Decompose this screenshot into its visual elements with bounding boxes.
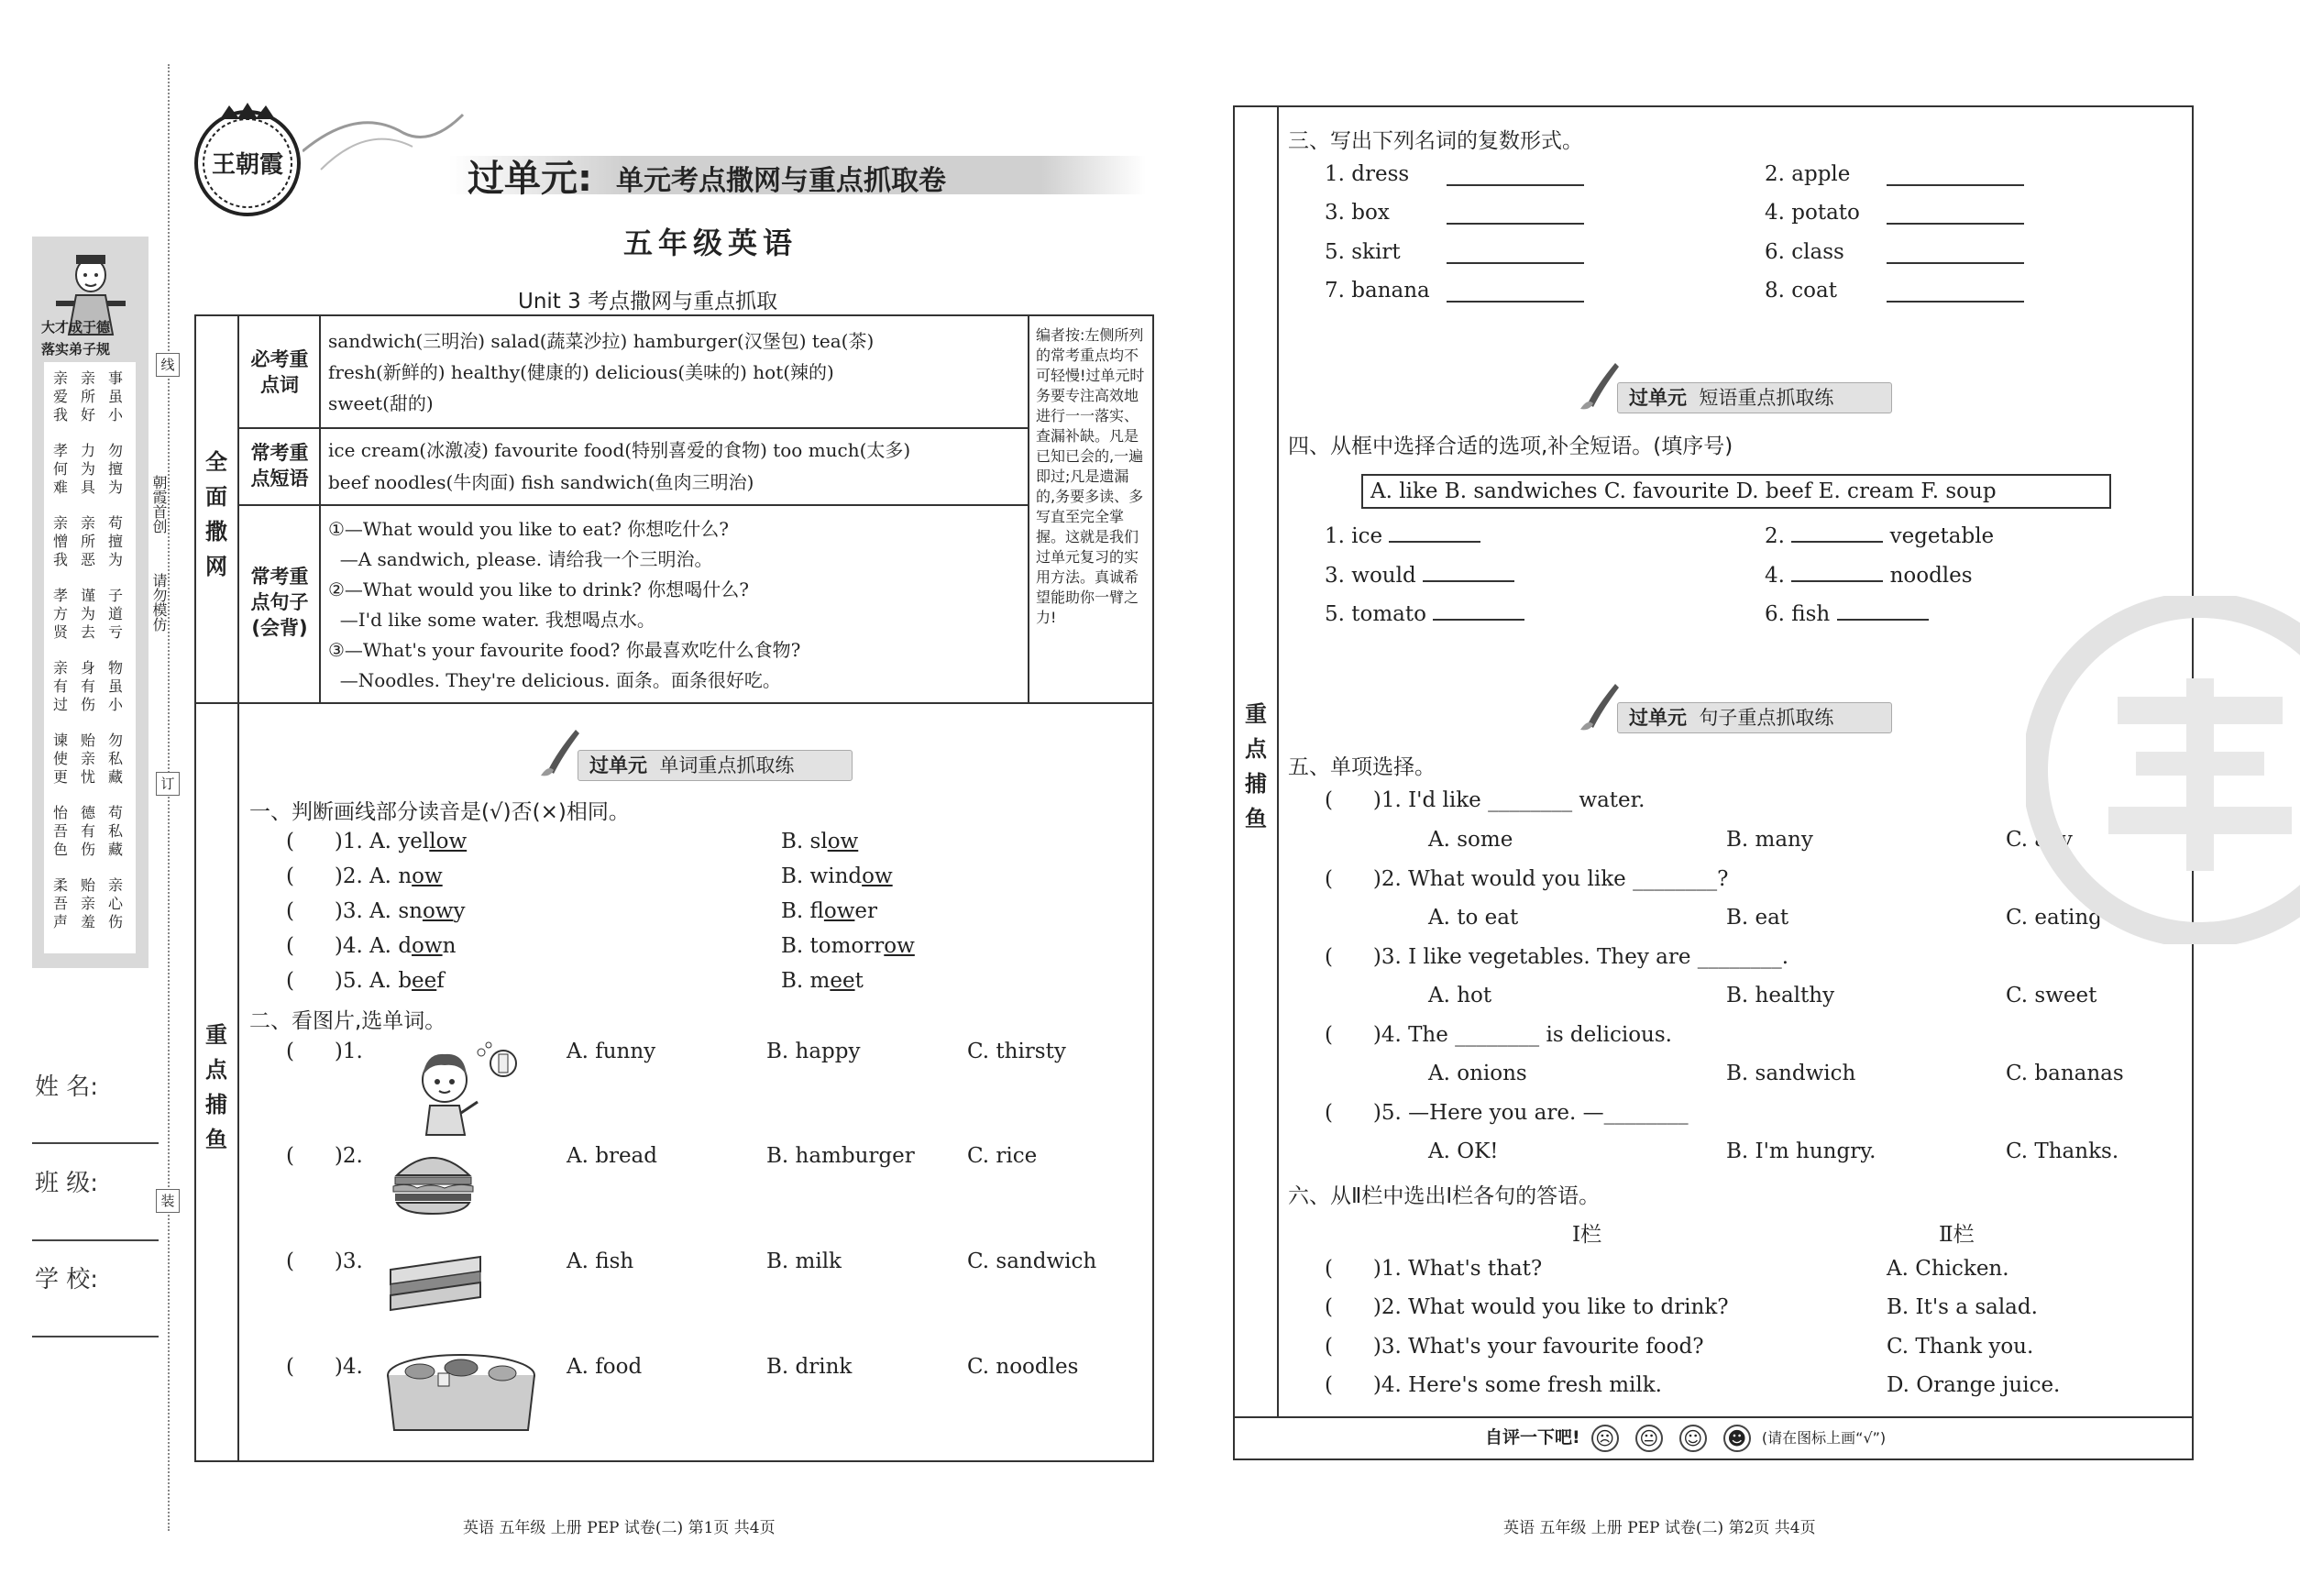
q2-row-4-c: C. noodles [967,1355,1079,1379]
q2-row-3: ( )3. [286,1249,363,1273]
q3-blank-8[interactable] [1887,282,2024,303]
q5-item-3: ( )3. I like vegetables. They are ________. [1325,945,1789,969]
dizigui-column: 子 道 亏 [107,587,123,641]
q1-row-2-b: B. window [781,864,893,888]
q6-item-4: ( )4. Here's some fresh milk. [1325,1373,1662,1397]
q3-blank-7[interactable] [1447,282,1584,303]
self-evaluation: 自评一下吧! ☹ 😐 ☺ ☻ (请在图标上画“√”) [1485,1424,1886,1452]
q5-item-1-b: B. many [1726,828,1813,852]
sad-face-icon[interactable]: ☹ [1591,1425,1619,1452]
dizigui-column: 事 虽 小 [107,369,123,424]
q2-row-3-a: A. fish [567,1249,634,1273]
q5-item-5-a: A. OK! [1428,1139,1499,1163]
motto-line-1: 大才成于德 [41,319,111,336]
row-label-words: 必考重点词 [250,348,309,396]
sandwich-picture [385,1251,486,1315]
name-line[interactable] [32,1142,159,1144]
dizigui-column: 怡 吾 色 [52,804,68,858]
laugh-face-icon[interactable]: ☻ [1723,1425,1751,1452]
section-label-quanmian: 全面撒网 [205,449,227,579]
dizigui-column: 孝 方 贤 [52,587,68,641]
dizigui-column: 谏 使 更 [52,732,68,786]
key-sentence-line-6: —Noodles. They're delicious. 面条。面条很好吃。 [328,669,781,691]
q6-col1-header: Ⅰ栏 [1572,1223,1602,1247]
brush-icon [539,724,583,777]
dizigui-column: 孝 何 难 [52,442,68,496]
q3-row-3-left: 5. skirt [1325,240,1401,264]
q5-item-2-b: B. eat [1726,906,1789,930]
dizigui-column: 力 为 具 [80,442,95,496]
q4-row-3-left: 5. tomato [1325,600,1524,626]
q5-item-2-a: A. to eat [1428,906,1519,930]
class-label: 班 级: [35,1170,99,1197]
q5-item-5-c: C. Thanks. [2006,1139,2119,1163]
row-label-sentences: 常考重点句子(会背) [250,566,309,639]
q3-row-3-right: 6. class [1765,240,1844,264]
q2-row-2-a: A. bread [567,1144,657,1168]
neutral-face-icon[interactable]: 😐 [1635,1425,1663,1452]
q5-item-1-a: A. some [1428,828,1513,852]
q4-row-1-left: 1. ice [1325,523,1480,548]
q6-col2-header: Ⅱ栏 [1939,1223,1975,1247]
key-sentence-line-5: ③—What's your favourite food? 你最喜欢吃什么食物? [328,639,801,661]
q5-item-5: ( )5. —Here you are. —________ [1325,1101,1689,1125]
q2-row-1-a: A. funny [567,1040,656,1063]
q5-item-2-c: C. eating [2006,906,2102,930]
brush-icon [1579,678,1623,732]
dizigui-column: 勿 私 藏 [107,732,123,786]
dizigui-column: 柔 吾 声 [52,876,68,930]
brush-icon [1579,358,1623,411]
q1-row-5: ( )5. A. beef [286,969,445,993]
q2-row-1-c: C. thirsty [967,1040,1066,1063]
q5-item-3-c: C. sweet [2006,984,2097,1007]
q1-row-1-b: B. slow [781,830,859,853]
q3-blank-4[interactable] [1887,204,2024,225]
q2-row-4-b: B. drink [766,1355,853,1379]
q4-row-2-right: 4. noodles [1765,564,1973,588]
sentence-practice-banner: 过单元 句子重点抓取练 [1617,702,1892,733]
ribbon-decoration [303,96,468,179]
dizigui-column: 物 虽 小 [107,659,123,713]
binding-mark-xian: 线 [156,353,180,377]
q5-item-1-c: C. any [2006,828,2073,852]
q3-blank-3[interactable] [1447,204,1584,225]
dizigui-column: 苟 擅 为 [107,514,123,568]
q2-row-4-a: A. food [567,1355,643,1379]
q3-row-1-left: 1. dress [1325,162,1410,186]
q2-title: 二、看图片,选单词。 [249,1009,446,1033]
q6-item-3: ( )3. What's your favourite food? [1325,1335,1704,1359]
q6-item-1: ( )1. What's that? [1325,1257,1543,1281]
q1-row-4: ( )4. A. down [286,934,457,958]
unit-title: Unit 3 考点撒网与重点抓取 [518,290,778,314]
footer-right: 英语 五年级 上册 PEP 试卷(二) 第2页 共4页 [1503,1519,1816,1537]
dizigui-column: 亲 所 好 [80,369,95,424]
vertical-note-1: 朝霞首创 [150,475,168,534]
q3-row-4-left: 7. banana [1325,279,1430,303]
q3-blank-2[interactable] [1887,166,2024,186]
key-phrase-line-2: beef noodles(牛肉面) fish sandwich(鱼肉三明治) [328,471,754,493]
thirsty-girl-picture [390,1036,518,1137]
q2-row-2-c: C. rice [967,1144,1038,1168]
dizigui-column: 亲 有 过 [52,659,68,713]
q5-item-3-b: B. healthy [1726,984,1835,1007]
title-sub: 单元考点撒网与重点抓取卷 [616,165,946,197]
q5-item-1: ( )1. I'd like ________ water. [1325,788,1645,812]
q1-row-3-b: B. flower [781,899,878,923]
grade-title: 五年级英语 [623,226,798,260]
binding-mark-ding: 订 [156,772,180,796]
q1-row-3: ( )3. A. snowy [286,899,466,923]
key-word-line-2: fresh(新鲜的) healthy(健康的) delicious(美味的) hot(辣的) [328,361,834,383]
dizigui-column: 勿 擅 为 [107,442,123,496]
q4-options-box: A. like B. sandwiches C. favourite D. beef E. cream F. soup [1361,474,2111,509]
dizigui-column: 亲 所 恶 [80,514,95,568]
hamburger-picture [390,1146,477,1215]
q3-row-2-left: 3. box [1325,201,1390,225]
q3-blank-1[interactable] [1447,166,1584,186]
row-label-phrases: 常考重点短语 [250,442,309,490]
key-sentence-line-1: ①—What would you like to eat? 你想吃什么? [328,518,730,540]
q3-row-1-right: 2. apple [1765,162,1851,186]
q5-item-4-b: B. sandwich [1726,1062,1856,1085]
q5-item-4: ( )4. The ________ is delicious. [1325,1023,1672,1047]
word-practice-banner: 过单元 单词重点抓取练 [578,750,853,781]
dizigui-column: 苟 私 藏 [107,804,123,858]
q4-title: 四、从框中选择合适的选项,补全短语。(填序号) [1288,435,1733,458]
wangzhaoxia-logo [179,101,316,220]
name-label: 姓 名: [35,1073,99,1101]
phrase-practice-banner: 过单元 短语重点抓取练 [1617,382,1892,413]
q6-answer-3: C. Thank you. [1887,1335,2034,1359]
key-sentence-line-4: —I'd like some water. 我想喝点水。 [328,609,655,631]
dizigui-column: 亲 憎 我 [52,514,68,568]
svg-text:王朝霞: 王朝霞 [211,151,284,179]
q1-row-4-b: B. tomorrow [781,934,915,958]
q5-item-4-a: A. onions [1428,1062,1527,1085]
title-main: 过单元: [468,158,592,200]
q5-item-4-c: C. bananas [2006,1062,2124,1085]
q5-item-2: ( )2. What would you like ________? [1325,867,1729,891]
seal-watermark [2026,596,2300,944]
q3-blank-5[interactable] [1447,244,1584,264]
dizigui-column: 亲 心 伤 [107,876,123,930]
dizigui-column: 贻 亲 忧 [80,732,95,786]
key-sentence-line-2: —A sandwich, please. 请给我一个三明治。 [328,548,713,570]
q2-row-2: ( )2. [286,1144,363,1168]
dizigui-column: 身 有 伤 [80,659,95,713]
q3-title: 三、写出下列名词的复数形式。 [1288,129,1583,153]
q2-row-4: ( )4. [286,1355,363,1379]
class-line[interactable] [32,1239,159,1241]
footer-left: 英语 五年级 上册 PEP 试卷(二) 第1页 共4页 [463,1519,776,1537]
editor-note: 编者按:左侧所列的常考重点均不可轻慢!过单元时务要专注高效地进行一一落实、查漏补缺。凡是已知已会的,一遍即过;凡是遗漏的,务要多读、多写直至完全掌握。这就是我们过单元复习的实用方法。真诚希望能助你一臂之力! [1036,326,1145,626]
food-table-picture [383,1348,539,1439]
q3-row-4-right: 8. coat [1765,279,1837,303]
section-label-zhongdian-left: 重点捕鱼 [205,1022,227,1152]
q6-answer-4: D. Orange juice. [1887,1373,2061,1397]
q2-row-1-b: B. happy [766,1040,861,1063]
key-word-line-3: sweet(甜的) [328,392,434,414]
q5-item-5-b: B. I'm hungry. [1726,1139,1876,1163]
q3-row-2-right: 4. potato [1765,201,1860,225]
q6-item-2: ( )2. What would you like to drink? [1325,1295,1729,1319]
q3-blank-6[interactable] [1887,244,2024,264]
q2-row-3-b: B. milk [766,1249,842,1273]
key-word-line-1: sandwich(三明治) salad(蔬菜沙拉) hamburger(汉堡包) tea(茶) [328,330,875,352]
q5-item-3-a: A. hot [1428,984,1492,1007]
q5-title: 五、单项选择。 [1288,755,1436,779]
school-label: 学 校: [35,1266,99,1293]
binding-dashed-line [168,64,170,1531]
q6-answer-1: A. Chicken. [1887,1257,2009,1281]
q4-row-2-left: 3. would [1325,562,1514,588]
vertical-note-2: 请勿模仿 [150,573,168,632]
q1-row-1: ( )1. A. yellow [286,830,468,853]
dizigui-text-box [44,362,136,953]
q2-row-3-c: C. sandwich [967,1249,1097,1273]
binding-mark-zhuang: 装 [156,1189,180,1213]
dizigui-column: 德 有 伤 [80,804,95,858]
q4-row-3-right: 6. fish [1765,600,1929,626]
school-line[interactable] [32,1336,159,1337]
motto-line-2: 落实弟子规 [41,341,111,358]
q1-title: 一、判断画线部分读音是(√)否(×)相同。 [249,800,630,824]
key-sentence-line-3: ②—What would you like to drink? 你想喝什么? [328,578,749,600]
smile-face-icon[interactable]: ☺ [1679,1425,1707,1452]
dizigui-column: 谨 为 去 [80,587,95,641]
key-phrase-line-1: ice cream(冰激凌) favourite food(特别喜爱的食物) too much(太多) [328,439,911,461]
q1-row-2: ( )2. A. now [286,864,443,888]
dizigui-column: 亲 爱 我 [52,369,68,424]
q2-row-1: ( )1. [286,1040,363,1063]
dizigui-column: 贻 亲 羞 [80,876,95,930]
q6-answer-2: B. It's a salad. [1887,1295,2038,1319]
q6-title: 六、从Ⅱ栏中选出Ⅰ栏各句的答语。 [1288,1184,1601,1208]
q2-row-2-b: B. hamburger [766,1144,915,1168]
section-label-zhongdian-right: 重点捕鱼 [1245,701,1267,831]
q1-row-5-b: B. meet [781,969,864,993]
q4-row-1-right: 2. vegetable [1765,524,1995,548]
